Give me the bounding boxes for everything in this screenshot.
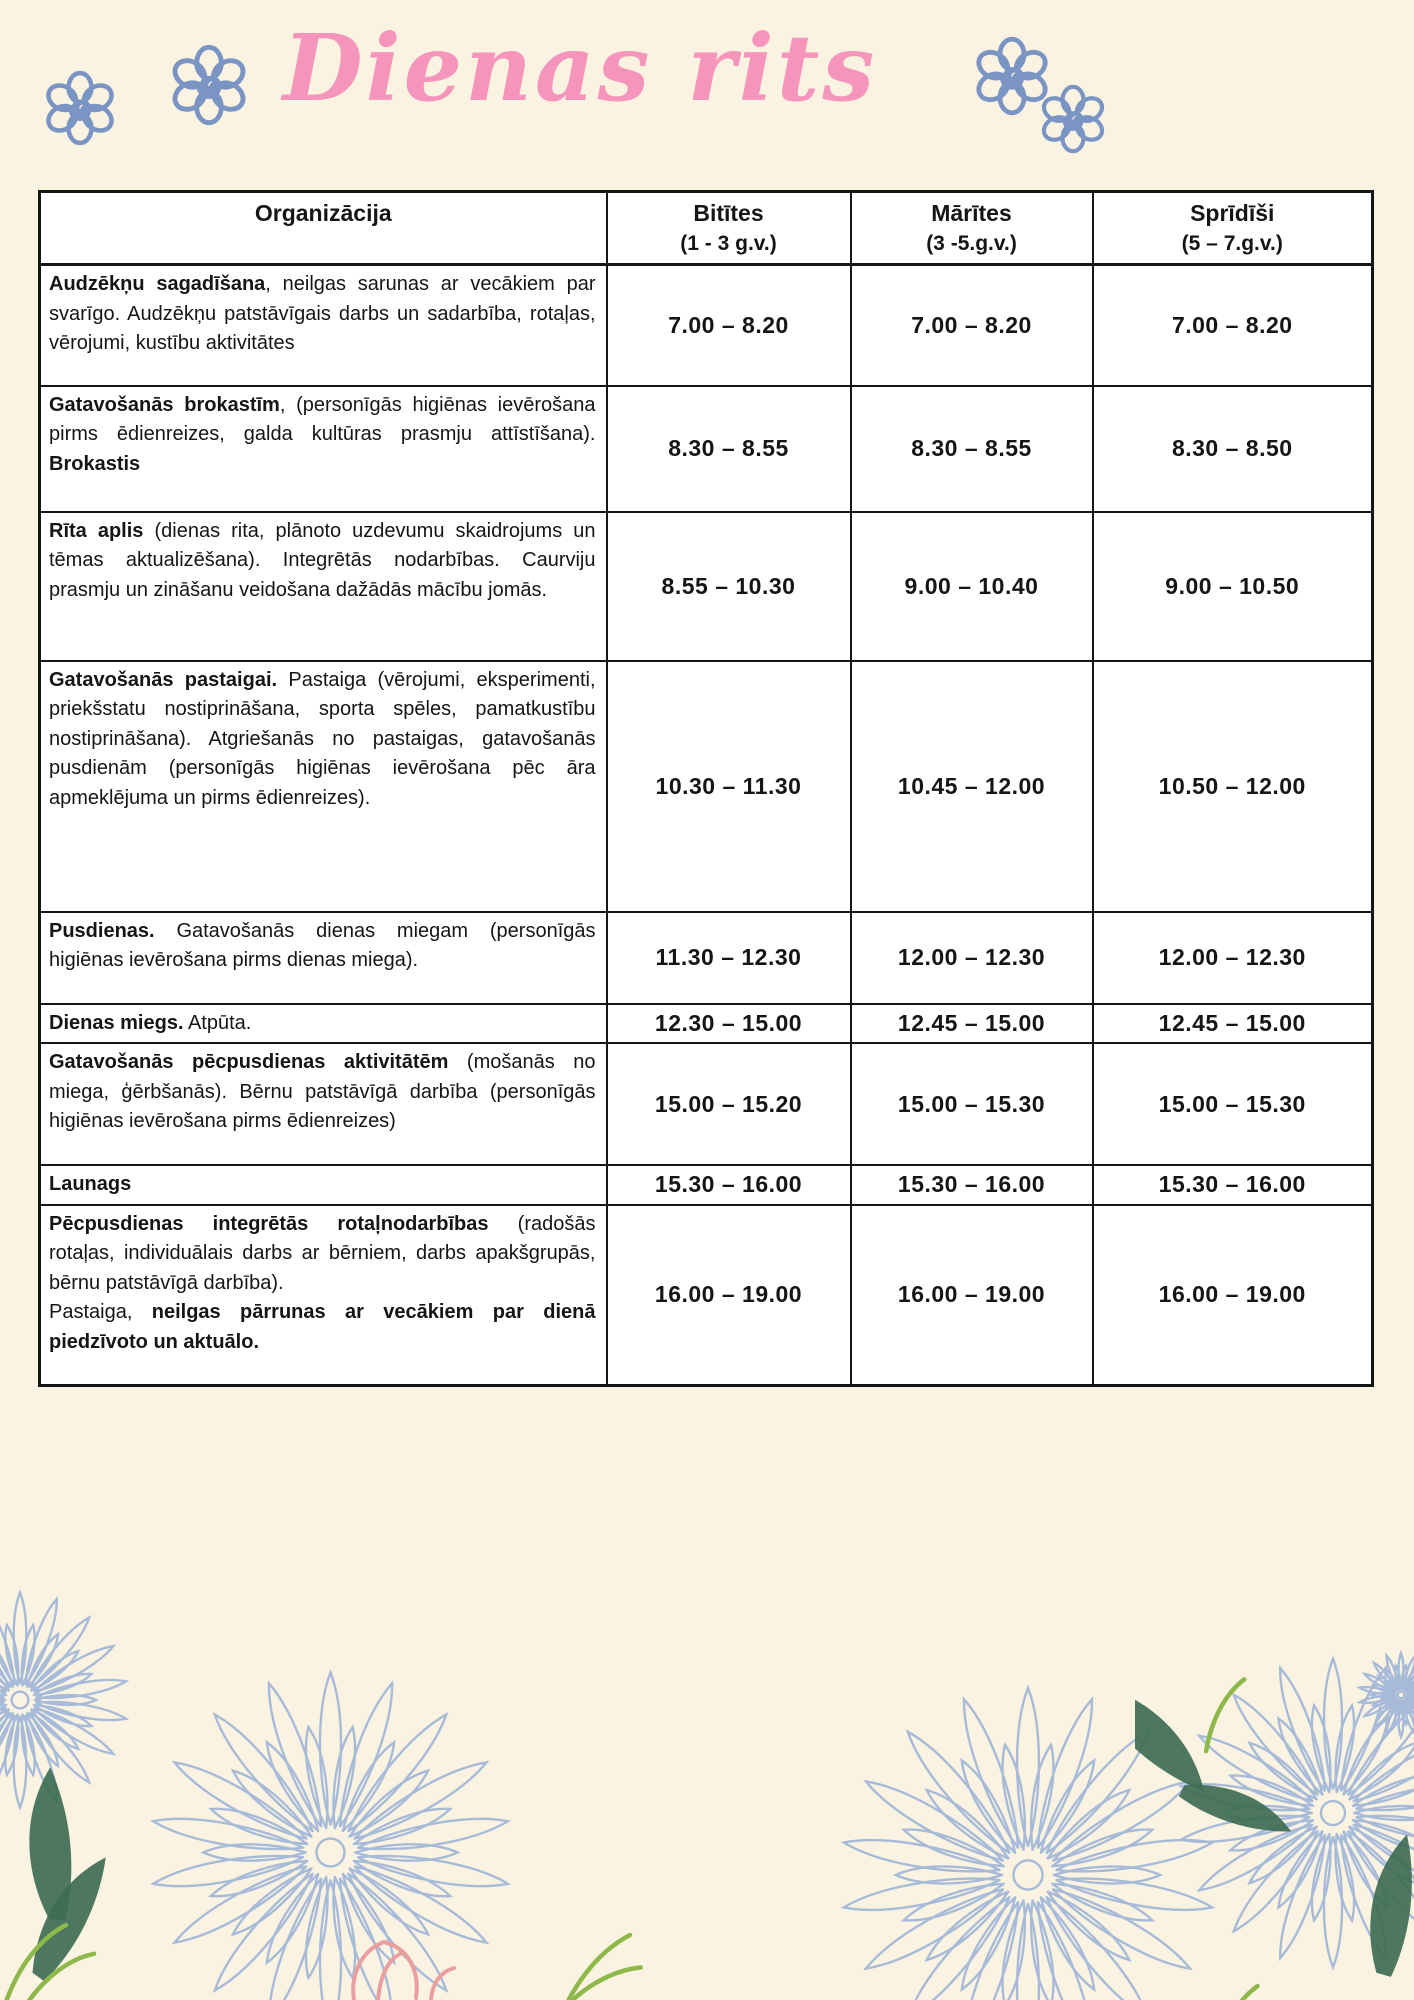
time-cell-bitites: 7.00 – 8.20 <box>607 265 851 386</box>
header-label: Organizācija <box>254 200 392 226</box>
header-age-range: (5 – 7.g.v.) <box>1181 232 1283 255</box>
leaf-sketch <box>540 1845 680 2000</box>
time-cell-marites: 10.45 – 12.00 <box>851 661 1093 912</box>
pink-flower-sketch <box>336 1936 466 2000</box>
time-cell-bitites: 12.30 – 15.00 <box>607 1004 851 1044</box>
table-row <box>40 661 1373 912</box>
time-cell-marites: 15.00 – 15.30 <box>851 1043 1093 1165</box>
flower-doodle-icon <box>168 44 250 126</box>
table-row <box>40 386 1373 512</box>
time-cell-marites: 15.30 – 16.00 <box>851 1165 1093 1205</box>
time-cell-marites: 8.30 – 8.55 <box>851 386 1093 512</box>
activity-cell: Dienas miegs. Atpūta. <box>40 1004 607 1044</box>
time-cell-bitites: 8.55 – 10.30 <box>607 512 851 661</box>
activity-cell: Pusdienas. Gatavošanās dienas miegam (personīgās higiēnas ievērošana pirms dienas miega). <box>40 912 607 1004</box>
time-cell-bitites: 16.00 – 19.00 <box>607 1205 851 1386</box>
activity-cell: Pēcpusdienas integrētās rotaļnodarbības (radošās rotaļas, individuālais darbs ar bērniem, darbs apakšgrupās, bērnu patstāvīgā darbība). Pastaiga, neilgas pārrunas ar vecākiem par dienā piedzīvoto un aktuālo. <box>40 1205 607 1386</box>
activity-cell: Rīta aplis (dienas rita, plānoto uzdevumu skaidrojums un tēmas aktualizēšana). Integrētās nodarbības. Caurviju prasmju un zināšanu veidošana dažādās mācību jomās. <box>40 512 607 661</box>
header-age-range: (1 - 3 g.v.) <box>680 232 777 255</box>
time-cell-spridisi: 16.00 – 19.00 <box>1093 1205 1373 1386</box>
time-cell-marites: 12.45 – 15.00 <box>851 1004 1093 1044</box>
header-label: Sprīdīši <box>1190 200 1275 226</box>
activity-cell: Gatavošanās pastaigai. Pastaiga (vērojumi, eksperimenti, priekšstatu nostiprināšana, sporta spēles, pamatkustību nostiprināšana). Atgriešanās no pastaigas, gatavošanās pusdienām (personīgās higiēnas ievērošana pēc āra apmeklējuma un pirms ēdienreizes). <box>40 661 607 912</box>
schedule-table <box>38 190 1374 1387</box>
time-cell-spridisi: 15.30 – 16.00 <box>1093 1165 1373 1205</box>
page-title: Dienas rits <box>282 14 878 122</box>
time-cell-marites: 9.00 – 10.40 <box>851 512 1093 661</box>
header-row <box>40 192 1373 265</box>
table-row <box>40 1004 1373 1044</box>
flower-doodle-icon <box>42 70 118 146</box>
leaf-sketch <box>0 1725 196 2000</box>
time-cell-spridisi: 8.30 – 8.50 <box>1093 386 1373 512</box>
time-cell-bitites: 8.30 – 8.55 <box>607 386 851 512</box>
time-cell-spridisi: 10.50 – 12.00 <box>1093 661 1373 912</box>
table-row <box>40 1165 1373 1205</box>
header-age-range: (3 -5.g.v.) <box>926 232 1017 255</box>
table-row <box>40 912 1373 1004</box>
table-row <box>40 265 1373 386</box>
time-cell-spridisi: 7.00 – 8.20 <box>1093 265 1373 386</box>
time-cell-spridisi: 15.00 – 15.30 <box>1093 1043 1373 1165</box>
table-row <box>40 1043 1373 1165</box>
flower-doodle-icon <box>1038 84 1108 154</box>
time-cell-spridisi: 12.45 – 15.00 <box>1093 1004 1373 1044</box>
time-cell-bitites: 10.30 – 11.30 <box>607 661 851 912</box>
time-cell-bitites: 11.30 – 12.30 <box>607 912 851 1004</box>
activity-cell: Launags <box>40 1165 607 1205</box>
activity-cell: Gatavošanās brokastīm, (personīgās higiēnas ievērošana pirms ēdienreizes, galda kultūras prasmju attīstīšana). Brokastis <box>40 386 607 512</box>
time-cell-marites: 12.00 – 12.30 <box>851 912 1093 1004</box>
column-header-bitites <box>607 192 851 265</box>
header-label: Bitītes <box>693 200 764 226</box>
activity-cell: Audzēkņu sagadīšana, neilgas sarunas ar vecākiem par svarīgo. Audzēkņu patstāvīgais darbs un sadarbība, rotaļas, vērojumi, kustību aktivitātes <box>40 265 607 386</box>
time-cell-marites: 7.00 – 8.20 <box>851 265 1093 386</box>
table-row <box>40 1205 1373 1386</box>
header-label: Mārītes <box>931 200 1012 226</box>
time-cell-bitites: 15.30 – 16.00 <box>607 1165 851 1205</box>
time-cell-marites: 16.00 – 19.00 <box>851 1205 1093 1386</box>
leaf-sketch <box>1198 1938 1328 2000</box>
column-header-organizacija <box>40 192 607 265</box>
time-cell-spridisi: 9.00 – 10.50 <box>1093 512 1373 661</box>
leaf-sketch <box>1135 1628 1414 1863</box>
column-header-marites <box>851 192 1093 265</box>
leaf-sketch <box>1342 1832 1414 2000</box>
table-row <box>40 512 1373 661</box>
activity-cell: Gatavošanās pēcpusdienas aktivitātēm (mošanās no miega, ģērbšanās). Bērnu patstāvīgā darbība (personīgās higiēnas ievērošana pirms ēdienreizes) <box>40 1043 607 1165</box>
column-header-spridisi <box>1093 192 1373 265</box>
time-cell-bitites: 15.00 – 15.20 <box>607 1043 851 1165</box>
time-cell-spridisi: 12.00 – 12.30 <box>1093 912 1373 1004</box>
